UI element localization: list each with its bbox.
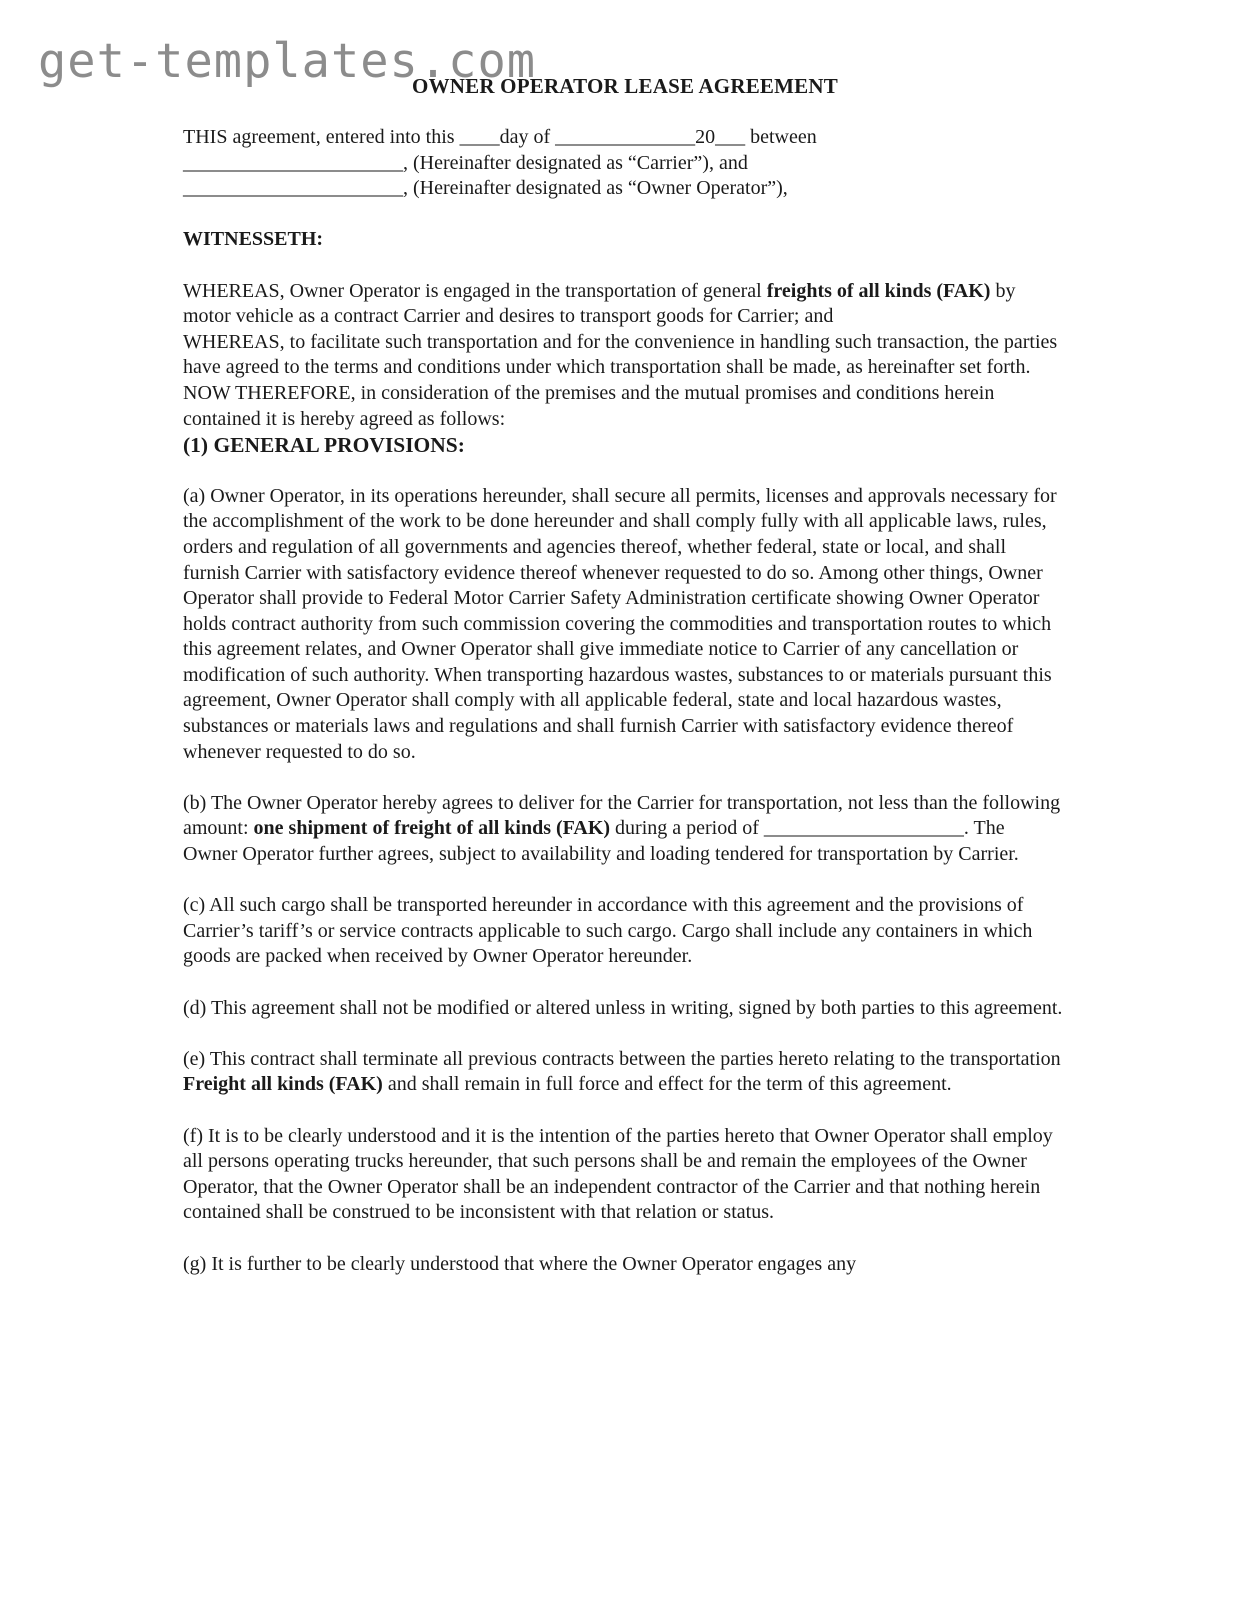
paragraph-b-text-end: during a period of ____________________. The Owner Operator further agrees, subject to availability and loading tendered for transportation by Carrier. <box>183 817 1019 866</box>
whereas-1-text-end: by motor vehicle as a contract Carrier and desires to transport goods for Carrier; and <box>183 279 1016 328</box>
section-heading-general-provisions: (1) GENERAL PROVISIONS: <box>183 433 465 458</box>
paragraph-d: (d) This agreement shall not be modified or altered unless in writing, signed by both parties to this agreement. <box>183 996 1063 1019</box>
paragraph-b-bold: one shipment of freight of all kinds (FAK) <box>253 817 611 840</box>
intro-line-1: THIS agreement, entered into this ____day of ______________20___ between <box>183 126 817 148</box>
paragraph-b <box>183 791 1063 868</box>
whereas-1-bold: freights of all kinds (FAK) <box>766 279 991 302</box>
intro-line-2: ______________________, (Hereinafter designated as “Carrier”), and <box>183 151 748 174</box>
whereas-1-text: WHEREAS, Owner Operator is engaged in the transportation of general <box>183 279 767 302</box>
paragraph-e-bold: Freight all kinds (FAK) <box>183 1073 383 1096</box>
watermark: get-templates.com <box>38 34 537 89</box>
paragraph-e <box>183 1047 1063 1098</box>
paragraph-a: (a) Owner Operator, in its operations hereunder, shall secure all permits, licenses and approvals necessary for the accomplishment of the work to be done hereunder and shall comply fully with all applicable laws, rules, orders and regulation of all governments and agencies thereof, whether federal, state or local, and shall furnish Carrier with satisfactory evidence thereof whenever requested to do so. Among other things, Owner Operator shall provide to Federal Motor Carrier Safety Administration certificate showing Owner Operator holds contract authority from such commission covering the commodities and transportation routes to which this agreement relates, and Owner Operator shall give immediate notice to Carrier of any cancellation or modification of such authority. When transporting hazardous wastes, substances to or materials pursuant this agreement, Owner Operator shall comply with all applicable federal, state and local hazardous wastes, substances or materials laws and regulations and shall furnish Carrier with satisfactory evidence thereof whenever requested to do so. <box>183 484 1057 763</box>
now-therefore-paragraph: NOW THEREFORE, in consideration of the premises and the mutual promises and conditions herein contained it is hereby agreed as follows: <box>183 381 995 430</box>
paragraph-e-text: (e) This contract shall terminate all previous contracts between the parties hereto relating to the transportation <box>183 1047 1061 1070</box>
paragraph-f: (f) It is to be clearly understood and it is the intention of the parties hereto that Owner Operator shall employ all persons operating trucks hereunder, that such persons shall be and remain the employees of the Owner Operator, that the Owner Operator shall be an independent contractor of the Carrier and that nothing herein contained shall be construed to be inconsistent with that relation or status. <box>183 1124 1053 1224</box>
document-body <box>183 125 1063 1277</box>
paragraph-e-text-end: and shall remain in full force and effect for the term of this agreement. <box>382 1073 952 1096</box>
witnesseth-heading: WITNESSETH: <box>183 228 324 251</box>
paragraph-g: (g) It is further to be clearly understood that where the Owner Operator engages any <box>183 1252 857 1275</box>
paragraph-b-text: (b) The Owner Operator hereby agrees to deliver for the Carrier for transportation, not less than the following amount: <box>183 791 1061 840</box>
page-title: OWNER OPERATOR LEASE AGREEMENT <box>412 74 838 98</box>
paragraph-c: (c) All such cargo shall be transported hereunder in accordance with this agreement and the provisions of Carrier’s tariff’s or service contracts applicable to such cargo. Cargo shall include any containers in which goods are packed when received by Owner Operator hereunder. <box>183 894 1033 968</box>
intro-line-3: ______________________, (Hereinafter designated as “Owner Operator”), <box>183 177 788 200</box>
whereas-paragraph-1 <box>183 279 1063 330</box>
whereas-paragraph-2: WHEREAS, to facilitate such transportation and for the convenience in handling such transaction, the parties have agreed to the terms and conditions under which transportation shall be made, as hereinafter set forth. <box>183 330 1058 379</box>
